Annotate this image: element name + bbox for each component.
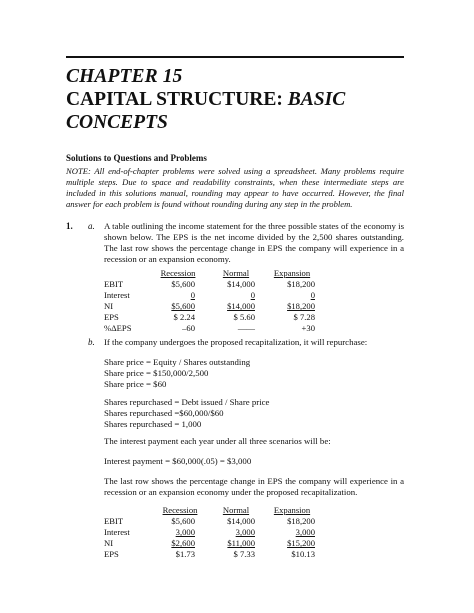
table-a-cell: $ 7.28 (293, 312, 315, 322)
calc-line: Shares repurchased = 1,000 (104, 419, 202, 429)
table-b-row-label: EPS (104, 549, 119, 559)
table-a-header: Expansion (273, 268, 311, 278)
table-a-cell: $14,000 (227, 279, 255, 289)
chapter-number: CHAPTER 15 (66, 66, 183, 87)
interest-intro: The interest payment each year under all three scenarios will be: (104, 436, 331, 446)
table-b-cell: $14,000 (227, 516, 255, 526)
part-b-letter: b. (88, 337, 95, 347)
chapter-title-line1 (66, 89, 345, 111)
table-a-row-label: Interest (104, 290, 130, 300)
note-paragraph: NOTE: All end-of-chapter problems were solved using a spreadsheet. Many problems require multiple steps. Due to space and readability constraints, when these intermediate steps are included in this solutions manual, rounding may appear to have occurred. However, the final answer for each problem is found without rounding during any step in the problem. (66, 166, 404, 210)
table-b-cell: 3,000 (235, 527, 255, 537)
table-a-cell: $5,600 (171, 279, 195, 289)
table-b-cell: $10.13 (291, 549, 315, 559)
table-b-cell: 3,000 (175, 527, 195, 537)
table-a-row-label: EBIT (104, 279, 124, 289)
table-b-header: Expansion (273, 505, 311, 515)
table-b-cell: $15,200 (287, 538, 315, 548)
section-heading: Solutions to Questions and Problems (66, 153, 207, 163)
calc-line: Share price = Equity / Shares outstanding (104, 357, 251, 367)
problem-number: 1. (66, 221, 73, 231)
part-a-letter: a. (88, 221, 95, 231)
chapter-title-line2: CONCEPTS (66, 112, 168, 133)
table-a-header: Normal (222, 268, 250, 278)
table-a-cell: 0 (310, 290, 315, 300)
calc-line: Shares repurchased =$60,000/$60 (104, 408, 224, 418)
table-a-cell: +30 (301, 323, 315, 333)
table-a-header: Recession (160, 268, 196, 278)
table-b-cell: $1.73 (175, 549, 195, 559)
table-a-row-label: %ΔEPS (104, 323, 132, 333)
table-a-cell: $ 5.60 (233, 312, 255, 322)
table-b-cell: $11,000 (227, 538, 255, 548)
table-a-cell: 0 (190, 290, 195, 300)
table-a-cell: $18,200 (287, 301, 315, 311)
table-a-cell: —— (237, 323, 255, 333)
table-b-cell: $18,200 (287, 516, 315, 526)
table-a-cell: 0 (250, 290, 255, 300)
table-a-cell: $14,000 (227, 301, 255, 311)
interest-calc: Interest payment = $60,000(.05) = $3,000 (104, 456, 252, 466)
chapter-title-main: CAPITAL STRUCTURE: (66, 89, 288, 110)
calc-line: Share price = $150,000/2,500 (104, 368, 209, 378)
table-b-row-label: Interest (104, 527, 130, 537)
table-a-row-label: EPS (104, 312, 119, 322)
calc-line: Shares repurchased = Debt issued / Share price (104, 397, 270, 407)
table-b-cell: 3,000 (295, 527, 315, 537)
table-b-row-label: EBIT (104, 516, 124, 526)
table-a-row-label: NI (104, 301, 114, 311)
part-b-text: The last row shows the percentage change in EPS the company will experience in a recession or an expansion economy under the proposed recapitalization. (104, 476, 404, 498)
table-b-header: Recession (162, 505, 198, 515)
table-b-cell: $5,600 (171, 516, 195, 526)
chapter-title-italic: BASIC (287, 89, 346, 110)
calc-line: Share price = $60 (104, 379, 167, 389)
header-rule (66, 56, 404, 58)
table-a-cell: $18,200 (287, 279, 315, 289)
part-a-text: A table outlining the income statement for the three possible states of the economy is shown below. The EPS is the net income divided by the 2,500 shares outstanding. The last row shows the percentage change in EPS the company will experience in a recession or an expansion economy. (104, 221, 404, 265)
table-a-cell: $ 2.24 (173, 312, 195, 322)
table-a-cell: –60 (182, 323, 195, 333)
part-b-intro: If the company undergoes the proposed recapitalization, it will repurchase: (104, 337, 368, 347)
table-b-cell: $ 7.33 (233, 549, 255, 559)
table-b-row-label: NI (104, 538, 114, 548)
table-b-cell: $2,600 (171, 538, 195, 548)
table-b-header: Normal (222, 505, 250, 515)
table-a-cell: $5,600 (171, 301, 195, 311)
